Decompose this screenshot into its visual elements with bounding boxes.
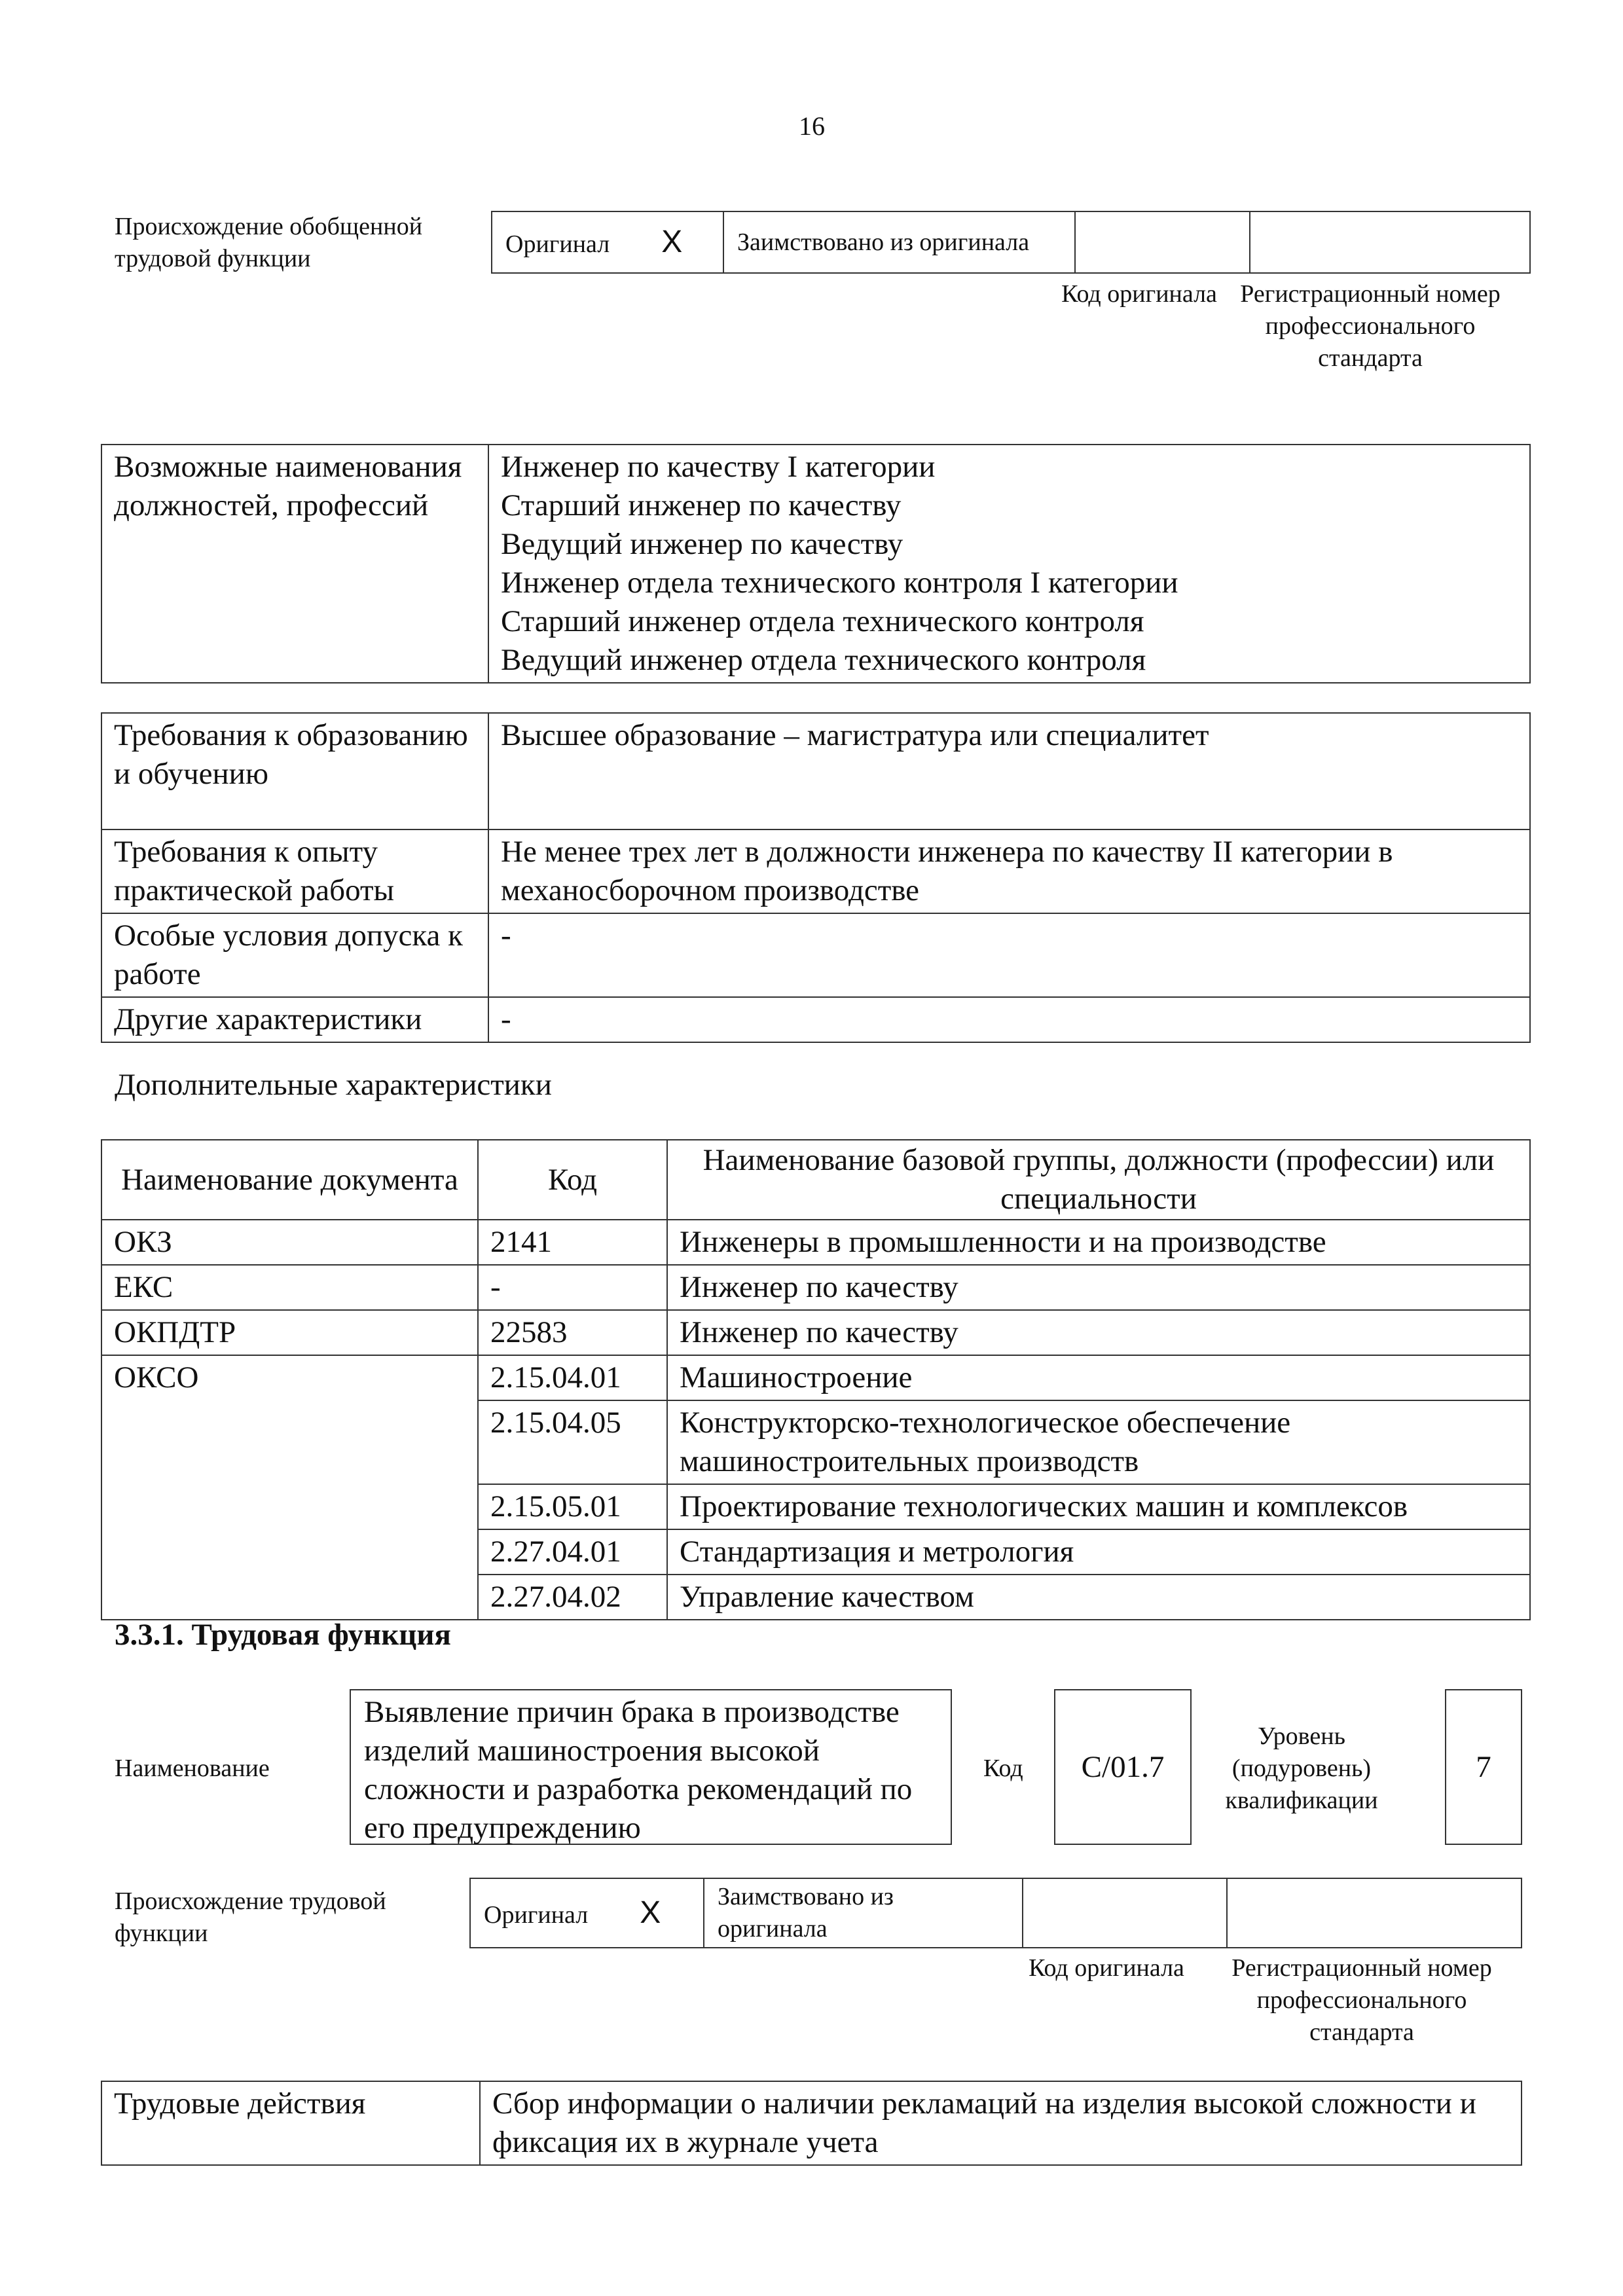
origin-generalized-table [491, 211, 1531, 274]
row-name: Машиностроение [667, 1355, 1530, 1400]
original-label: Оригинал [484, 1901, 589, 1929]
origin-function-label: Происхождение трудовой функции [115, 1887, 386, 1947]
row-code: 2.27.04.02 [478, 1575, 667, 1620]
header-name: Наименование базовой группы, должности (профессии) или специальности [667, 1140, 1530, 1220]
row-code: 2141 [478, 1220, 667, 1265]
original-code-cell [1023, 1878, 1227, 1948]
requirement-value: Не менее трех лет в должности инженера по качеству II категории в механосборочном производстве [488, 829, 1530, 913]
borrowed-label: Заимствовано из оригинала [704, 1878, 1023, 1948]
additional-heading: Дополнительные характеристики [115, 1068, 552, 1102]
row-code: - [478, 1265, 667, 1310]
row-name: Конструкторско-технологическое обеспечение машиностроительных производств [667, 1400, 1530, 1484]
origin-function-table [469, 1878, 1522, 1948]
row-document: ОКСО [101, 1355, 478, 1620]
positions-table [101, 444, 1531, 683]
original-code-caption: Код оригинала [1061, 280, 1217, 308]
row-name: Управление качеством [667, 1575, 1530, 1620]
original-code-caption: Код оригинала [1029, 1954, 1184, 1982]
header-code: Код [478, 1140, 667, 1220]
actions-value: Сбор информации о наличии рекламаций на изделия высокой сложности и фиксация их в журнале учета [480, 2081, 1522, 2165]
row-document: ОКПДТР [101, 1310, 478, 1355]
function-level-label: Уровень (подуровень) квалификации [1225, 1722, 1378, 1814]
requirement-value: Высшее образование – магистратура или специалитет [488, 713, 1530, 829]
requirement-label: Другие характеристики [101, 997, 488, 1042]
requirement-label: Требования к опыту практической работы [101, 829, 488, 913]
row-name: Инженер по качеству [667, 1310, 1530, 1355]
actions-label: Трудовые действия [101, 2081, 480, 2165]
additional-table [101, 1139, 1531, 1620]
requirements-table [101, 712, 1531, 1043]
row-code: 22583 [478, 1310, 667, 1355]
positions-list [488, 445, 1530, 683]
positions-label: Возможные наименования должностей, профессий [101, 445, 488, 683]
position-item: Ведущий инженер отдела технического контроля [501, 643, 1146, 677]
row-code: 2.15.05.01 [478, 1484, 667, 1529]
original-label: Оригинал [505, 230, 610, 258]
row-name: Инженеры в промышленности и на производстве [667, 1220, 1530, 1265]
header-document: Наименование документа [101, 1140, 478, 1220]
row-name: Стандартизация и метрология [667, 1529, 1530, 1575]
original-cell [470, 1878, 704, 1948]
function-code-label: Код [983, 1755, 1023, 1782]
function-heading: 3.3.1. Трудовая функция [115, 1618, 451, 1652]
function-level-value: 7 [1445, 1689, 1522, 1845]
position-item: Инженер по качеству I категории [501, 450, 936, 484]
function-name-value: Выявление причин брака в производстве изделий машиностроения высокой сложности и разработка рекомендаций по его предупреждению [350, 1689, 952, 1845]
position-item: Инженер отдела технического контроля I категории [501, 566, 1178, 600]
registration-number-caption: Регистрационный номер профессионального стандарта [1240, 280, 1501, 372]
position-item: Старший инженер отдела технического контроля [501, 604, 1144, 638]
row-code: 2.27.04.01 [478, 1529, 667, 1575]
position-item: Старший инженер по качеству [501, 488, 902, 522]
row-document: ЕКС [101, 1265, 478, 1310]
function-code-value: C/01.7 [1054, 1689, 1192, 1845]
original-cell [492, 211, 723, 273]
borrowed-label: Заимствовано из оригинала [723, 211, 1075, 273]
row-document: ОКЗ [101, 1220, 478, 1265]
row-code: 2.15.04.01 [478, 1355, 667, 1400]
original-code-cell [1075, 211, 1250, 273]
page-number: 16 [799, 111, 825, 141]
registration-number-cell [1250, 211, 1530, 273]
origin-generalized-label: Происхождение обобщенной трудовой функции [115, 213, 423, 272]
actions-table [101, 2081, 1522, 2166]
original-mark: X [640, 1895, 661, 1930]
function-name-label: Наименование [115, 1755, 270, 1782]
row-code: 2.15.04.05 [478, 1400, 667, 1484]
position-item: Ведущий инженер по качеству [501, 527, 903, 561]
original-mark: X [661, 225, 683, 259]
registration-number-caption: Регистрационный номер профессионального стандарта [1231, 1954, 1492, 2046]
requirement-value: - [488, 997, 1530, 1042]
requirement-label: Особые условия допуска к работе [101, 913, 488, 997]
registration-number-cell [1227, 1878, 1522, 1948]
requirement-value: - [488, 913, 1530, 997]
row-name: Проектирование технологических машин и комплексов [667, 1484, 1530, 1529]
requirement-label: Требования к образованию и обучению [101, 713, 488, 829]
row-name: Инженер по качеству [667, 1265, 1530, 1310]
